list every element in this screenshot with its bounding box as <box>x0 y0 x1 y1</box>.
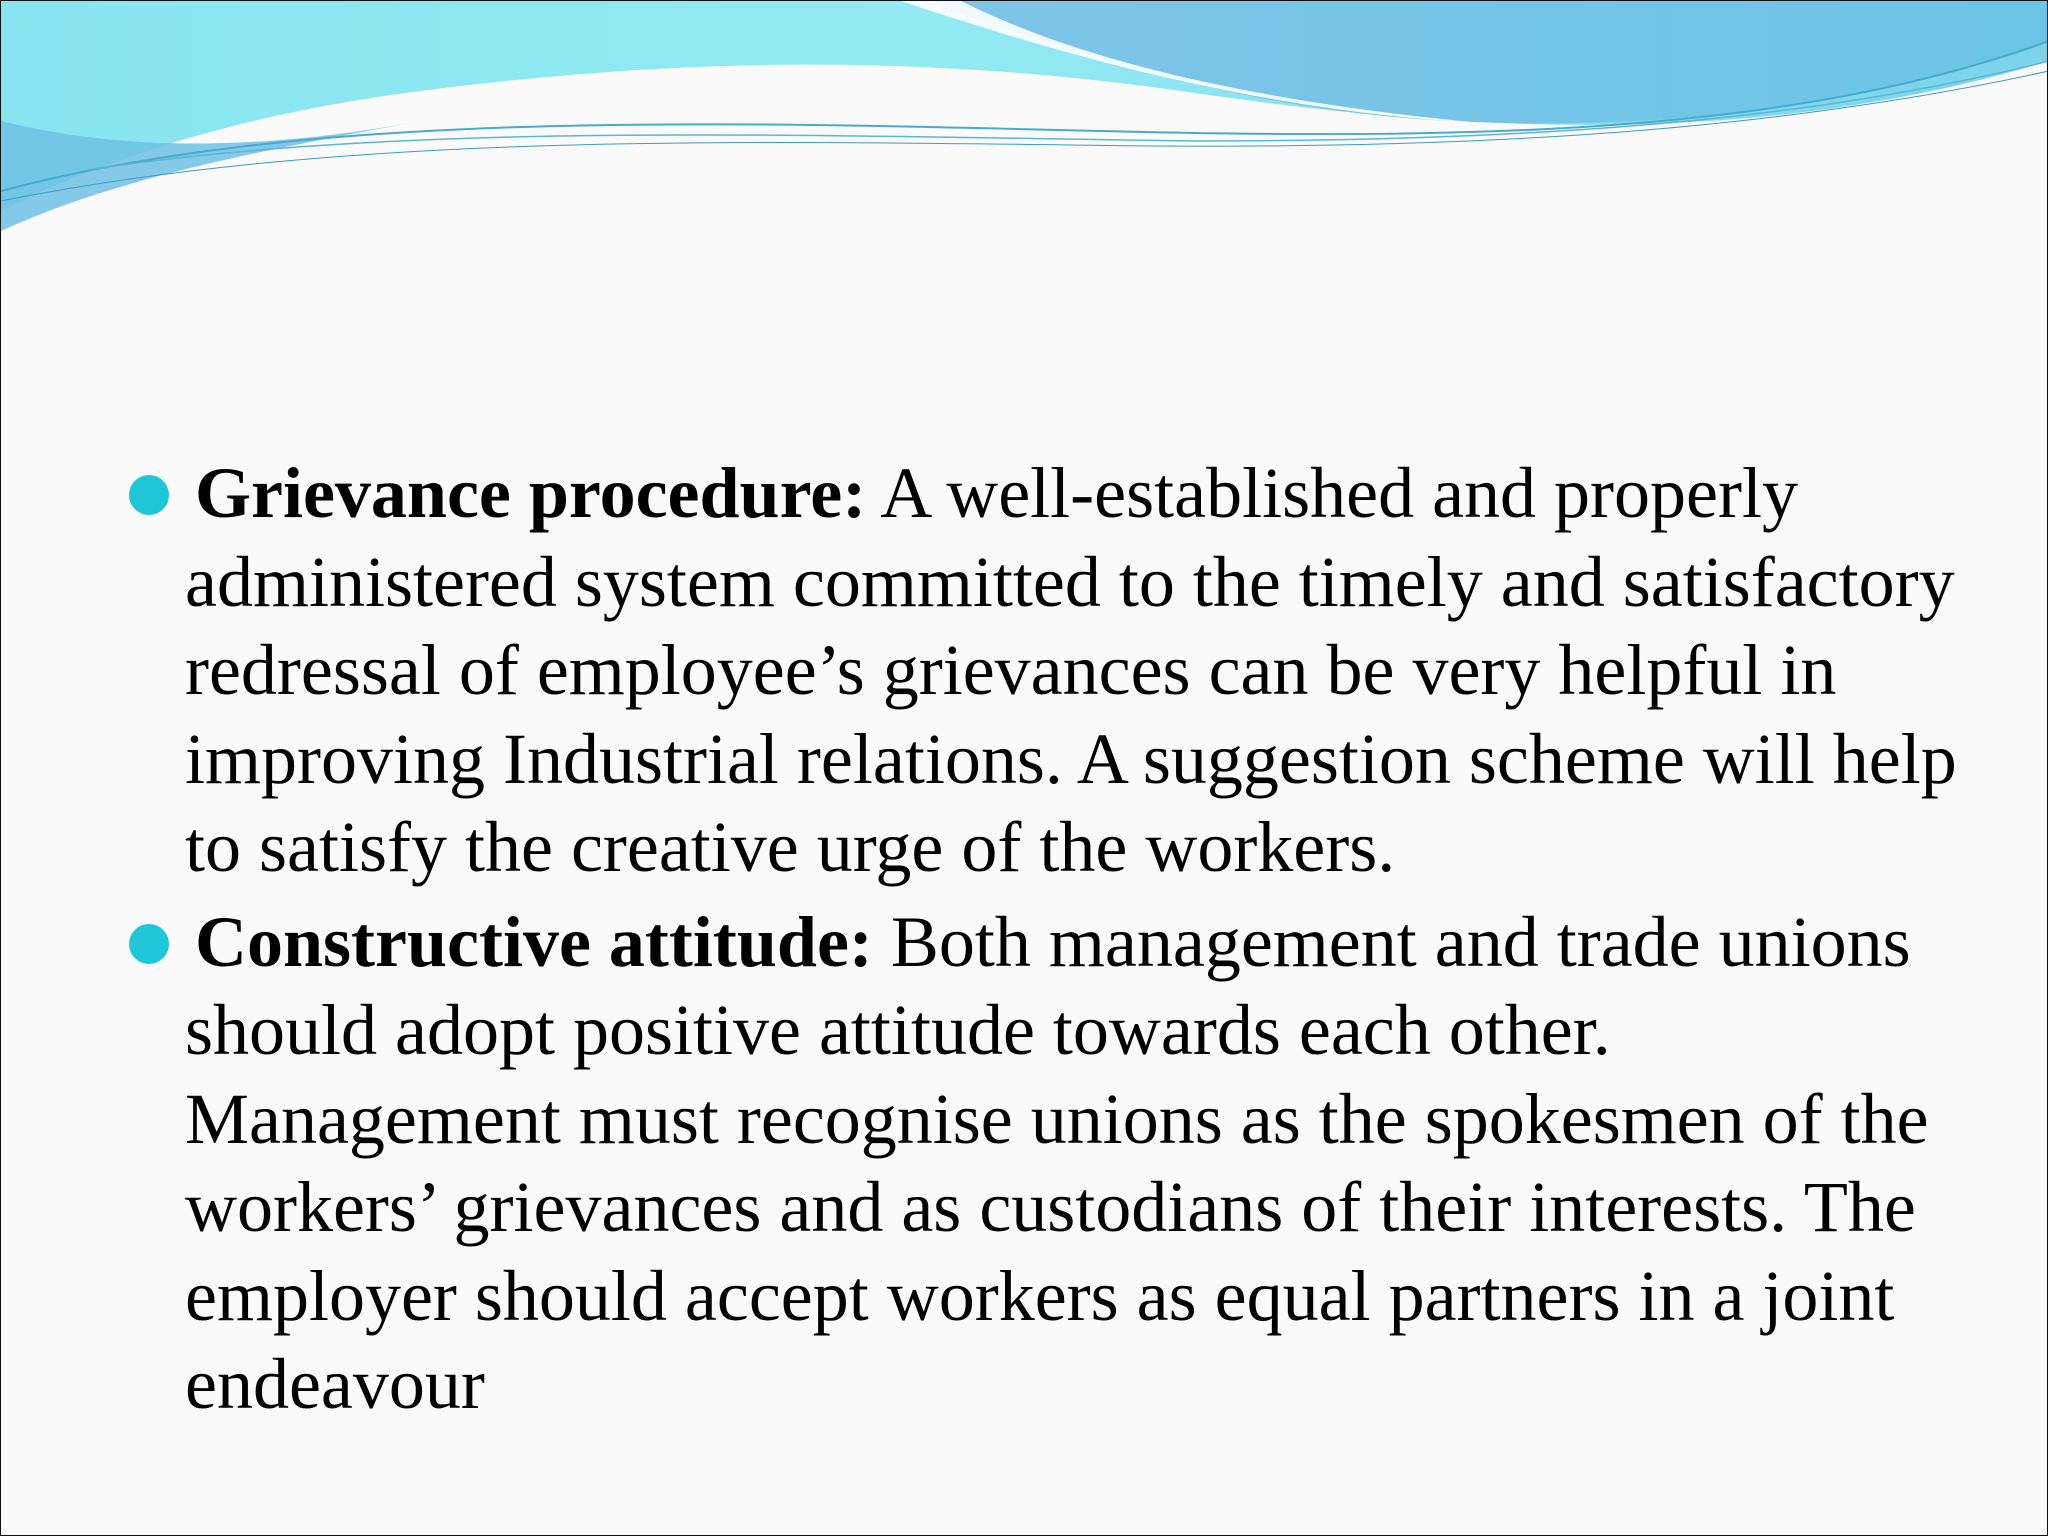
bullet-text: A well-established and properly administered system committed to the timely and satisfactory redressal of employee’s grievances can be very helpful in improving Industrial relations. A suggestion scheme will help to satisfy the creative urge of the workers. <box>185 453 1957 887</box>
bullet-dot-icon <box>129 924 169 964</box>
bullet-item-constructive-attitude <box>129 898 1979 1429</box>
bullet-list <box>129 449 1979 1435</box>
bullet-heading: Constructive attitude: <box>195 901 873 982</box>
bullet-item-grievance-procedure <box>129 449 1979 892</box>
bullet-text: Both management and trade unions should adopt positive attitude towards each other. Management must recognise unions as the spokesmen of the workers’ grievances and as custodians of their interests. The employer should accept workers as equal partners in a joint endeavour <box>185 901 1929 1424</box>
bullet-heading: Grievance procedure: <box>195 453 867 533</box>
header-wave-decoration <box>1 1 2048 241</box>
bullet-dot-icon <box>129 475 169 515</box>
